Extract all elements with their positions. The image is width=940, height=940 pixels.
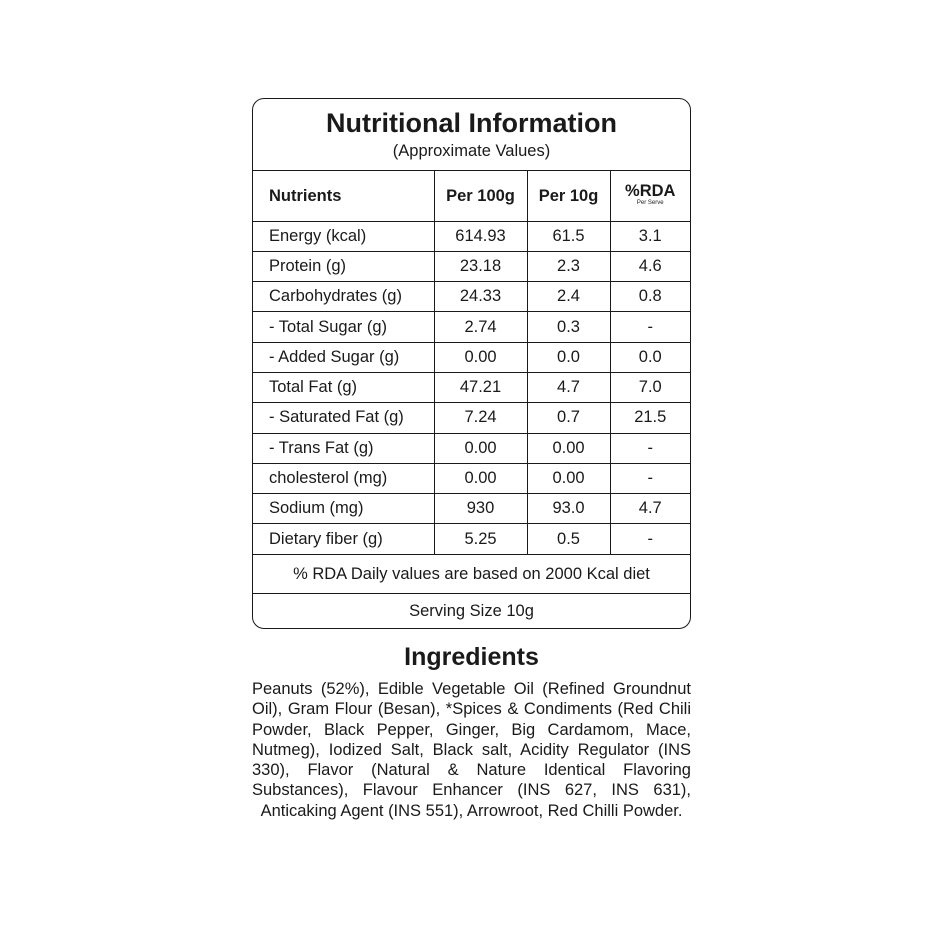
nutrition-rows (253, 221, 690, 554)
value-per-10g: 2.3 (527, 251, 610, 281)
nutrition-title: Nutritional Information (326, 108, 617, 138)
table-row (253, 342, 690, 372)
value-per-10g: 0.00 (527, 433, 610, 463)
value-per-10g: 0.0 (527, 342, 610, 372)
table-row (253, 312, 690, 342)
nutrient-name: Sodium (mg) (253, 494, 434, 524)
value-per-100g: 7.24 (434, 403, 527, 433)
header-nutrients: Nutrients (253, 171, 434, 221)
header-per-10g: Per 10g (527, 171, 610, 221)
table-header-row (253, 171, 690, 221)
value-rda: - (610, 312, 690, 342)
table-row (253, 282, 690, 312)
value-per-10g: 2.4 (527, 282, 610, 312)
table-row (253, 463, 690, 493)
value-per-10g: 93.0 (527, 494, 610, 524)
value-rda: 0.0 (610, 342, 690, 372)
nutrition-table (253, 171, 690, 555)
nutrition-panel (252, 98, 691, 629)
value-per-10g: 61.5 (527, 221, 610, 251)
value-per-100g: 614.93 (434, 221, 527, 251)
value-rda: 0.8 (610, 282, 690, 312)
value-rda: 4.7 (610, 494, 690, 524)
nutrient-name: Energy (kcal) (253, 221, 434, 251)
nutrient-name: - Saturated Fat (g) (253, 403, 434, 433)
ingredients-title: Ingredients (404, 643, 539, 671)
nutrient-name: Dietary fiber (g) (253, 524, 434, 554)
table-row (253, 221, 690, 251)
value-per-10g: 0.5 (527, 524, 610, 554)
value-per-100g: 0.00 (434, 463, 527, 493)
value-per-100g: 5.25 (434, 524, 527, 554)
nutrient-name: cholesterol (mg) (253, 463, 434, 493)
table-row (253, 524, 690, 554)
value-per-100g: 47.21 (434, 372, 527, 402)
nutrient-name: Total Fat (g) (253, 372, 434, 402)
value-rda: 3.1 (610, 221, 690, 251)
value-rda: 7.0 (610, 372, 690, 402)
table-row (253, 372, 690, 402)
header-per-100g: Per 100g (434, 171, 527, 221)
value-rda: - (610, 524, 690, 554)
ingredients-text: Peanuts (52%), Edible Vegetable Oil (Refined Groundnut Oil), Gram Flour (Besan), *Spices & Condiments (Red Chili Powder, Black Pepper, Ginger, Big Cardamom, Mace, Nutmeg), Iodized Salt, Black salt, Acidity Regulator (INS 330), Flavor (Natural & Nature Identical Flavoring Substances), Flavour Enhancer (INS 627, INS 631), Anticaking Agent (INS 551), Arrowroot, Red Chilli Powder. (252, 680, 691, 820)
value-per-100g: 0.00 (434, 342, 527, 372)
header-rda (610, 171, 690, 221)
table-row (253, 433, 690, 463)
value-rda: 4.6 (610, 251, 690, 281)
value-per-100g: 0.00 (434, 433, 527, 463)
table-row (253, 251, 690, 281)
value-per-100g: 2.74 (434, 312, 527, 342)
value-per-10g: 0.7 (527, 403, 610, 433)
header-rda-label: %RDA (625, 181, 676, 200)
value-per-10g: 0.00 (527, 463, 610, 493)
nutrient-name: Carbohydrates (g) (253, 282, 434, 312)
value-rda: - (610, 463, 690, 493)
value-per-10g: 0.3 (527, 312, 610, 342)
value-per-10g: 4.7 (527, 372, 610, 402)
nutrition-header (253, 99, 690, 171)
rda-footnote: % RDA Daily values are based on 2000 Kcal diet (253, 555, 690, 594)
nutrient-name: - Trans Fat (g) (253, 433, 434, 463)
nutrient-name: Protein (g) (253, 251, 434, 281)
nutrient-name: - Total Sugar (g) (253, 312, 434, 342)
value-per-100g: 23.18 (434, 251, 527, 281)
table-row (253, 494, 690, 524)
serving-size: Serving Size 10g (409, 601, 534, 620)
header-rda-sublabel: Per Serve (636, 199, 664, 206)
value-per-100g: 24.33 (434, 282, 527, 312)
value-per-100g: 930 (434, 494, 527, 524)
value-rda: - (610, 433, 690, 463)
value-rda: 21.5 (610, 403, 690, 433)
nutrient-name: - Added Sugar (g) (253, 342, 434, 372)
nutrition-subtitle: (Approximate Values) (392, 142, 551, 160)
table-row (253, 403, 690, 433)
